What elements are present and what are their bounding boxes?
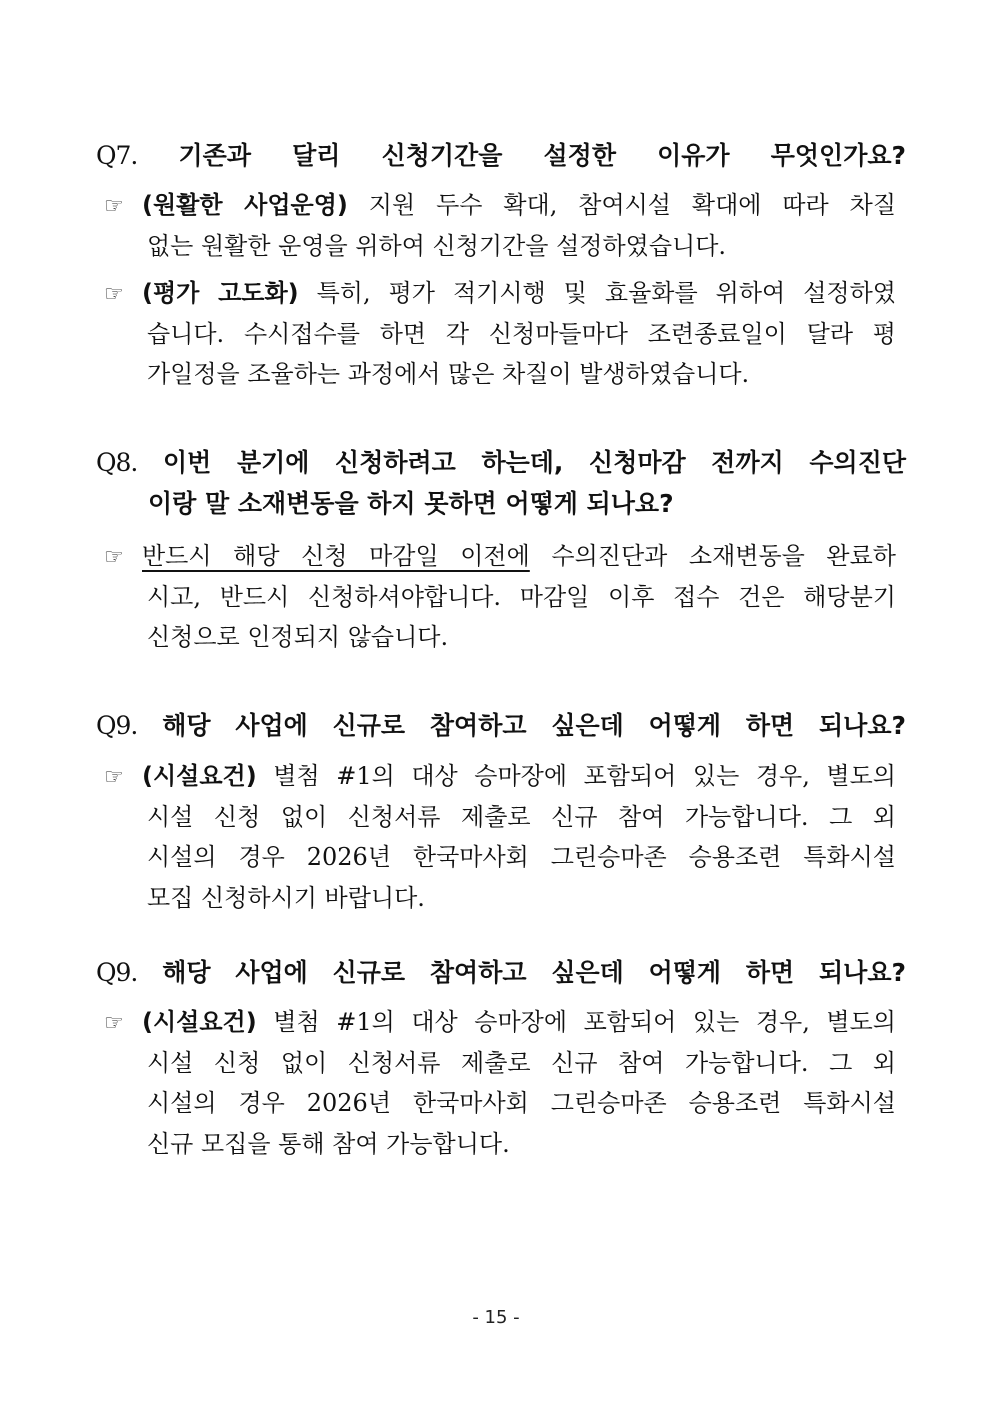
answer-text: 별첨 #1의 대상 승마장에 포함되어 있는 경우, 별도의 [273,762,896,790]
answer-heading: (평가 고도화) [142,279,299,307]
underlined-text: 반드시 해당 신청 마감일 이전에 [142,542,530,570]
answer-q9-first [104,756,896,918]
answer-q7-1 [104,185,896,266]
pointing-hand-icon: ☞ [104,545,124,570]
answer-text: 지원 두수 확대, 참여시설 확대에 따라 차질 [368,191,897,219]
question-q7 [96,136,906,176]
question-text: 기존과 달리 신청기간을 설정한 이유가 무엇인가요? [178,141,906,170]
answer-q7-2 [104,273,896,395]
answer-text: 신청으로 인정되지 않습니다. [147,623,449,651]
question-text: 해당 사업에 신규로 참여하고 싶은데 어떻게 하면 되나요? [162,958,906,987]
answer-text: 가일정을 조율하는 과정에서 많은 차질이 발생하였습니다. [147,360,750,388]
answer-text: 없는 원활한 운영을 위하여 신청기간을 설정하였습니다. [147,231,727,260]
question-text: 해당 사업에 신규로 참여하고 싶은데 어떻게 하면 되나요? [162,711,906,740]
answer-q8 [104,536,896,658]
answer-text: 시고, 반드시 신청하셔야합니다. 마감일 이후 접수 건은 해당분기 [147,582,896,611]
answer-text: 수의진단과 소재변동을 완료하 [529,542,896,570]
pointing-hand-icon: ☞ [104,282,124,307]
answer-text: 습니다. 수시접수를 하면 각 신청마들마다 조련종료일이 달라 평 [147,319,896,348]
answer-text: 특히, 평가 적기시행 및 효율화를 위하여 설정하였 [316,279,896,307]
answer-q9-second [104,1002,896,1164]
answer-text: 시설 신청 없이 신청서류 제출로 신규 참여 가능합니다. 그 외 [147,802,896,831]
pointing-hand-icon: ☞ [104,1011,124,1036]
answer-text: 별첨 #1의 대상 승마장에 포함되어 있는 경우, 별도의 [273,1008,896,1036]
question-number: Q7. [96,141,138,170]
answer-text: 시설 신청 없이 신청서류 제출로 신규 참여 가능합니다. 그 외 [147,1048,896,1077]
question-number: Q8. [96,448,138,477]
question-q8 [96,443,906,483]
answer-heading: (시설요건) [142,1008,257,1036]
answer-text: 모집 신청하시기 바랍니다. [147,883,425,912]
pointing-hand-icon: ☞ [104,765,124,790]
question-q8-line2: 이랑 말 소재변동을 하지 못하면 어떻게 되나요? [148,489,674,518]
page-number: - 15 - [472,1307,520,1328]
answer-text: 시설의 경우 2026년 한국마사회 그린승마존 승용조련 특화시설 [147,843,896,871]
answer-text: 신규 모집을 통해 참여 가능합니다. [147,1129,510,1158]
question-text: 이번 분기에 신청하려고 하는데, 신청마감 전까지 수의진단 [163,448,906,477]
answer-text: 시설의 경우 2026년 한국마사회 그린승마존 승용조련 특화시설 [147,1089,896,1117]
question-number: Q9. [96,711,138,740]
pointing-hand-icon: ☞ [104,194,124,219]
answer-heading: (시설요건) [142,762,257,790]
answer-heading: (원활한 사업운영) [142,191,348,219]
question-number: Q9. [96,958,138,987]
question-q9-first [96,706,906,746]
question-q9-second [96,953,906,993]
